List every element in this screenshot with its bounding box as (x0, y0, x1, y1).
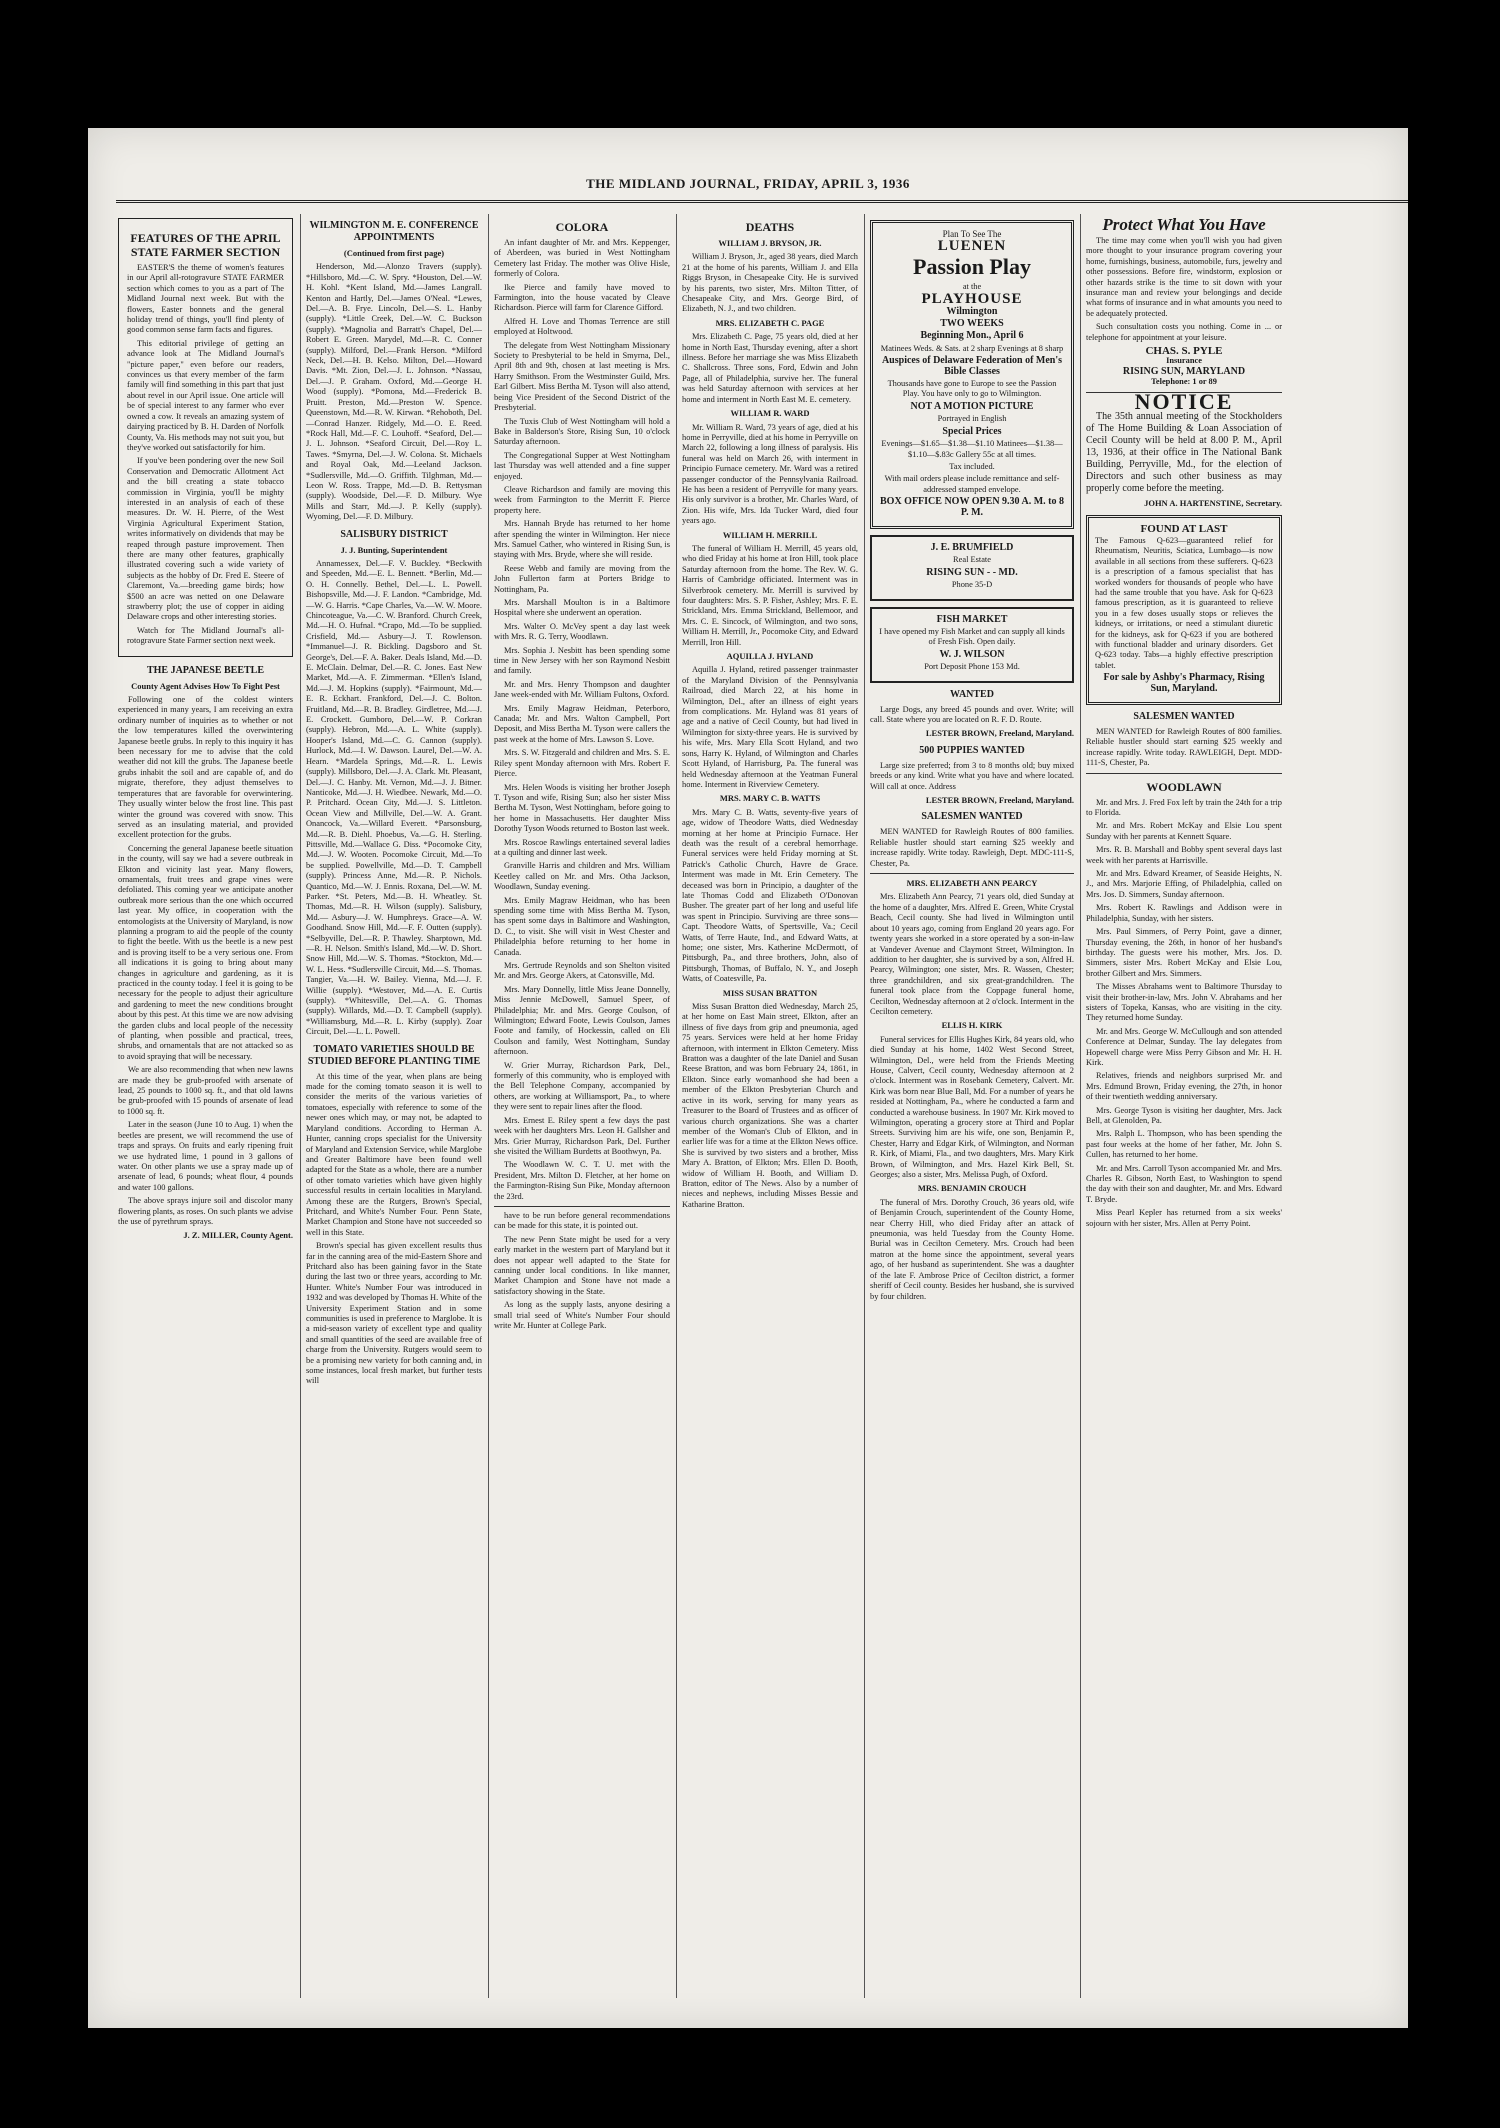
notice-signature: JOHN A. HARTENSTINE, Secretary. (1144, 498, 1282, 509)
column-6 (1086, 214, 1282, 1998)
colora-para: Mrs. Hannah Bryde has returned to her home after spending the winter in Wilmington. Her niece Mrs. Samuel Cather, who wintered in Rising Sun, is staying with Mrs. Bryde, where she will reside. (494, 519, 670, 560)
colora-para: Mrs. Helen Woods is visiting her brother Joseph T. Tyson and wife, Rising Sun; also her sister Miss Bertha M. Tyson, West Nottingham, before going to her home in Massachusetts. Her daughter Miss Dorothy Tyson Woods returned to Boston last week. (494, 782, 670, 834)
top-rule (116, 200, 1408, 203)
ad-line: BOX OFFICE NOW OPEN 9.30 A. M. to 8 P. M. (880, 496, 1064, 518)
features-title: FEATURES OF THE APRIL STATE FARMER SECTION (130, 231, 281, 259)
salesmen-title: SALESMEN WANTED (921, 811, 1023, 823)
obituary-name: WILLIAM R. WARD (730, 408, 810, 419)
salesmen-title: SALESMEN WANTED (1133, 711, 1235, 722)
puppies-title: 500 PUPPIES WANTED (919, 744, 1025, 756)
salesmen-text: MEN WANTED for Rawleigh Routes of 800 families. Reliable hustler should start earning $25 weekly and increase rapidly. Write today. RAWLEIGH, Dept. MDD-111-S, Chester, Pa. (1086, 727, 1282, 768)
deaths-title: DEATHS (745, 220, 795, 234)
obituary-text: Miss Susan Bratton died Wednesday, March 25, at her home on East Main street, Elkton, after an illness of five days from grip and pneumonia, aged 75 years. Services were held at her home Friday afternoon, with interment in Elkton Cemetery. Miss Bratton was a daughter of the late Daniel and Susan Reese Bratton, and was born February 24, 1861, in Elkton. Since early womanhood she had been a member of the Elkton Presbyterian Church and active in its work, serving for many years as Treasurer to the Board of Trustees and as officer of various church organizations. She was a charter member of the Woman's Club of Elkton, and in earlier life was for a time at the Elkton News office. She is survived by two sisters and a brother, Miss Mary A. Bratton, of Elkton; Mrs. Ellen D. Booth, widow of William H. Booth, and William D. Bratton, editor of The News. Also by a number of nieces and nephews, including Misses Bessie and Katharine Bratton. (682, 1002, 858, 1209)
column-rule (300, 214, 301, 1998)
insurance-title: Protect What You Have (1102, 215, 1266, 234)
colora-para: Mrs. Mary Donnelly, little Miss Jeane Donnelly, Miss Jennie McDowell, Samuel Speer, of Philadelphia; Mr. and Mrs. George Coulson, of Wilmington; Edward Foote, Lewis Coulson, James Foote and family, of Hockessin, called on Eli Coulson and family, West Nottingham, Sunday afternoon. (494, 984, 670, 1057)
ad-line: LUENEN (937, 238, 1007, 255)
obituary-name: ELLIS H. KIRK (941, 1020, 1003, 1031)
column-1 (118, 214, 293, 1998)
ad-line: Wilmington (946, 305, 998, 317)
tomato-para: Brown's special has given excellent results thus far in the canning area of the mid-Eastern Shore and Pritchard also has been gaining favor in the State during the last two or three years, according to Mr. Hunter. White's Number Four was introduced in 1932 and was developed by Thomas H. White of the University Experiment Station and in some communities is used in preference to Marglobe. It is a mid-season variety of excellent type and quality and small quantities of the seed are available free of charge from the University. Rutgers would seem to be a promising new variety for both canning and, in some instances, local fresh market, but further tests will (306, 1241, 482, 1386)
colora-para: Reese Webb and family are moving from the John Fullerton farm at Porters Bridge to Nottingham, Pa. (494, 563, 670, 594)
obituary-text: Funeral services for Ellis Hughes Kirk, 84 years old, who died Sunday at his home, 1402 West Second Street, Wilmington, Del., were held from the Friends Meeting House, Calvert, Cecil county, Wednesday afternoon at 2 o'clock. Interment was in Rosebank Cemetery, Calvert. Mr. Kirk was born near Blue Ball, Md. For a number of years he resided at Nottingham, Pa., where he conducted a farm and conducted a warehouse business. In 1907 Mr. Kirk moved to Wilmington, operating a grocery store at Third and Poplar Streets. Surviving him are his wife, one son, Benjamin P., Chester, Harry and Edgar Kirk, of Wilmington, and Norman R. Kirk, of Miami, Fla., and two daughters, Mrs. Mary Kirk Brown, of Wilmington, and Mrs. Hazel Kirk Bell, St. Georges; also a sister, Mrs. Melissa Pugh, of Oxford. (870, 1034, 1074, 1180)
tomato-title: TOMATO VARIETIES SHOULD BE STUDIED BEFORE PLANTING TIME (307, 1043, 481, 1067)
tomato-cont-para: As long as the supply lasts, anyone desiring a small trial seed of White's Number Four should write Mr. Hunter at College Park. (494, 1300, 670, 1330)
obituary-name: WILLIAM H. MERRILL (722, 529, 818, 540)
divider (1086, 773, 1282, 774)
woodlawn-para: The Misses Abrahams went to Baltimore Thursday to visit their brother-in-law, Mrs. John V. Abrahams and her sisters of Topeka, Kansas, who are visiting in the city. They returned home Sunday. (1086, 982, 1282, 1023)
column-4 (682, 214, 858, 1998)
column-2 (306, 214, 482, 1998)
obituary-text: The funeral of William H. Merrill, 45 years old, who died Friday at his home at Iron Hill, took place Saturday afternoon from the home. The Rev. W. G. Harris of Cambridge officiated. Interment was in Silverbrook cemetery. Mr. Merrill is survived by four daughters: Mrs. S. P. Fisher, Ashley; Mrs. F. E. Strickland, Mrs. Emma Strickland, Bellemoor, and Mrs. C. E. Sincock, of Wilmington, and two sons, William H. Merrill, Jr., Pocomoke City, and Edward Merrill, Iron Hill. (682, 543, 858, 647)
colora-para: Granville Harris and children and Mrs. William Keetley called on Mr. and Mrs. Otha Jackson, Woodlawn, Sunday evening. (494, 861, 670, 892)
obituary-text: Mrs. Elizabeth Ann Pearcy, 71 years old, died Sunday at the home of a daughter, Mrs. Alfred E. Green, White Crystal Beach, Cecil county. She had lived in Wilmington until about 10 years ago, coming from England 20 years ago. For twenty years she worked in a store operated by a son-in-law at Vandever Avenue and Claymont Street, Wilmington. In addition to her daughter, she is survived by a son, Alfred H. Pearcy, Wilmington; one sister, Mrs. R. Wassen, Chester; three grandchildren, and six great-grandchildren. The funeral took place from the Coppage funeral home, Cecilton, Wednesday afternoon at 2 o'clock. Interment in the Cecilton cemetery. (870, 892, 1074, 1016)
ad-line: Special Prices (942, 425, 1002, 437)
column-5 (870, 214, 1074, 1998)
colora-para: Cleave Richardson and family are moving this week from Farmington to the Merritt F. Pierce property here. (494, 484, 670, 515)
beetle-title: THE JAPANESE BEETLE (146, 664, 265, 676)
colora-para: Mrs. S. W. Fitzgerald and children and Mrs. S. E. Riley spent Monday afternoon with Mrs. Robert F. Pierce. (494, 748, 670, 779)
colora-title: COLORA (555, 220, 609, 234)
ad-line: Beginning Mon., April 6 (920, 330, 1024, 342)
colora-para: Mrs. Roscoe Rawlings entertained several ladies at a quilting and dinner last week. (494, 837, 670, 857)
insurance-text: The time may come when you'll wish you had given more thought to your insurance program covering your home, furnishings, business, automobile, furs, jewelry and other possessions. Before fire, windstorm, explosion or other hazards strike is the time to sit down with your insurance man and review your belongings and decide what forms of insurance and in what amounts you need to be adequately protected. (1086, 236, 1282, 318)
colora-para: Mrs. Sophia J. Nesbitt has been spending some time in New Jersey with her son Raymond Nesbitt and family. (494, 645, 670, 676)
notice-title: NOTICE (1134, 388, 1234, 414)
found-at-last-ad (1086, 515, 1282, 706)
colora-para: The Tuxis Club of West Nottingham will hold a Bake in Balderson's Store, Rising Sun, 10 o'clock Saturday afternoon. (494, 416, 670, 447)
ad-line: I have opened my Fish Market and can supply all kinds of Fresh Fish. Open daily. (879, 626, 1065, 647)
passion-play-ad (870, 220, 1074, 529)
district-list: Annamessex, Del.—F. V. Buckley. *Beckwith and Speeden, Md.—E. L. Bennett. *Berlin, Md.—O. H. Connelly. Bethel, Del.—L. L. Powell. Bishopsville, Md.—J. F. Landon. *Cambridge, Md.—W. G. Harris. *Cape Charles, Va.—W. W. Moore. Chincoteague, Va.—C. W. Branford. Church Creek, Md.—H. O. Hufnal. *Crapo, Md.—To be supplied. Crisfield, Md.— Asbury—J. T. Rowlenson. *Immanuel—J. R. Bickling. Dagsboro and St. George's, Del.—F. A. Baker. Deals Island, Md.—D. E. McClain. Delmar, Del.—R. C. Jones. East New Market, Md.—A. F. Zimmerman. *Ellen's Island, Md.—J. M. Hopkins (supply). *Fairmount, Md.—E. R. Eckhart. Frankford, Del.—J. C. Bolton. Fruitland, Md.—R. B. Bradley. Girdletree, Md.—J. E. Crockett. Gumboro, Del.—W. P. Corkran (supply). Hebron, Md.—A. L. White (supply). Hooper's Island, Md.—C. G. Cannon (supply). Hurlock, Md.—I. W. Dawson. Laurel, Del.—W. A. Hearn. *Mardela Springs, Md.—R. L. Lewis (supply). Millsboro, Del.—J. A. Clark. Mt. Pleasant, Del.—J. C. Hanby. Mt. Vernon, Md.—J. J. Bitner. Nanticoke, Md.—J. H. Wiedbee. Newark, Md.—O. P. Pritchard. Ocean City, Md.—J. S. Littleton. Ocean View and Millville, Del.—W. A. Grant. Onancock, Va.—Willard Everett. *Parsonsburg, Md.—R. B. Diehl. Phoebus, Va.—G. H. Sterling. Pittsville, Md.—Wallace G. Diss. *Pocomoke City, Md.—J. W. Wooten. Pocomoke Circuit, Md.—To be supplied. Powellville, Md.—D. T. Campbell (supply). Princess Anne, Md.—R. P. Nichols. Quantico, Md.—W. J. Ennis. Roxana, Del.—W. M. Parker. *St. Peters, Md.—B. H. Wheatley. St. Thomas, Md.—R. H. Wilson (supply). Salisbury, Md.— Asbury—J. W. Humphreys. Grace—A. W. Goodhand. Snow Hill, Md.—F. F. Outten (supply). *Selbyville, Del.—R. P. Thawley. Sharptown, Md.—R. H. Nelson. Smith's Island, Md.—W. D. Short. Snow Hill, Md.—W. S. Thomas. *Stockton, Md.—W. L. Hess. *Sudlersville Circuit, Md.—S. Thomas. Tangier, Va.—H. W. Bailey. Vienna, Md.—J. F. Willie (supply). *Westover, Md.—A. E. Curtis (supply). *Whitesville, Del.—A. G. Thomas (supply). Willards, Md.—D. T. Campbell (supply). *Williamsburg, Md.—R. L. Kirby (supply). Zoar Circuit, Del.—L. L. Powell. (306, 558, 482, 1037)
ad-line: at the (962, 281, 982, 291)
obituary-text: Mr. William R. Ward, 73 years of age, died at his home in Perryville, died at his home in Perryville on March 22, following a long illness of paralysis. His funeral was held on March 26, with interment in Principio Furnace cemetery. Mr. Ward was a retired passenger conductor of the Pennsylvania Railroad. He has been a resident of Perryville for many years. His only survivor is a brother, Mr. Charles Ward, of Zion. His wife, Mrs. Ida Tucker Ward, died four years ago. (682, 422, 858, 526)
masthead: THE MIDLAND JOURNAL, FRIDAY, APRIL 3, 1936 (586, 176, 910, 191)
beetle-para: We are also recommending that when new lawns are made they be grub-proofed with arsenate of lead, 25 pounds to 1000 sq. ft., and that old lawns be grub-proofed with 15 pounds of arsenate of lead to 1000 sq. ft. (118, 1065, 293, 1116)
woodlawn-para: Mr. and Mrs. Edward Kreamer, of Seaside Heights, N. J., and Mrs. Marjorie Effing, of Philadelphia, called on Mrs. Jos. D. Simmers, Sunday afternoon. (1086, 869, 1282, 899)
features-para: Watch for The Midland Journal's all-rotogravure State Farmer section next week. (127, 625, 284, 646)
colora-para: Mrs. Marshall Moulton is in a Baltimore Hospital where she underwent an operation. (494, 598, 670, 618)
woodlawn-para: Relatives, friends and neighbors surprised Mr. and Mrs. Edmund Brown, Friday evening, the 27th, in honor of their twentieth wedding anniversary. (1086, 1071, 1282, 1102)
ad-line: PLAYHOUSE (921, 291, 1023, 308)
insurance-agent-name: CHAS. S. PYLE (1145, 345, 1223, 358)
colora-para: The Congregational Supper at West Nottingham last Thursday was well attended and a fine supper enjoyed. (494, 450, 670, 481)
woodlawn-title: WOODLAWN (1146, 779, 1222, 794)
colora-para: W. Grier Murray, Richardson Park, Del., formerly of this community, who is employed with the Bell Telephone Company, accompanied by others, are working at Williamsport, Pa., to where they were sent to repair lines after the flood. (494, 1060, 670, 1112)
features-box (118, 218, 293, 657)
ad-line: Tax included. (949, 461, 995, 471)
district-title: SALISBURY DISTRICT (340, 528, 448, 540)
wanted-text: Large Dogs, any breed 45 pounds and over. Write; will call. State where you are located on R. F. D. Route. (870, 704, 1074, 724)
obituary-name: MRS. BENJAMIN CROUCH (917, 1183, 1027, 1194)
colora-para: An infant daughter of Mr. and Mrs. Keppenger, of Aberdeen, was buried in West Nottingham Cemetery last Friday. The mother was Olive Hisle, formerly of Colora. (494, 238, 670, 279)
ad-line: Matinees Weds. & Sats. at 2 sharp Evenings at 8 sharp (880, 343, 1064, 353)
ad-line: Port Deposit Phone 153 Md. (924, 662, 1020, 672)
beetle-para: Following one of the coldest winters experienced in many years, I am receiving an extra ordinary number of inquiries as to whether or not the low temperatures killed the overwintering Japanese beetle grubs. In reply to this inquiry it has been necessary for me to advise that the cold weather did not kill the grubs. The Japanese beetle grubs inhabit the soil and are capable of, and do migrate, therefore, they adjust themselves to temperatures that are favorable for overwintering. They usually winter below the frost line. This past winter the ground was covered with snow. This served as an insulating material, and provided excellent protection for the grubs. (118, 695, 293, 840)
ad-line: Plan To See The (942, 229, 1002, 239)
newspaper-page (88, 128, 1408, 2028)
ad-name: W. J. WILSON (939, 648, 1005, 660)
beetle-subtitle: County Agent Advises How To Fight Pest (131, 680, 280, 691)
tomato-cont-para: The new Penn State might be used for a very early market in the western part of Maryland but it does not appear well adapted to the State for canning under local conditions. In like manner, Market Champion and Stone have not made a satisfactory showing in the State. (494, 1234, 670, 1296)
ad-line: Thousands have gone to Europe to see the Passion Play. You have only to go to Wilmington. (887, 379, 1057, 399)
divider (494, 1206, 670, 1207)
obituary-text: Mrs. Mary C. B. Watts, seventy-five years of age, widow of Theodore Watts, died Wednesday morning at her home at Principio Furnace. Her death was the result of a cerebral hemorrhage. Funeral services were held Friday morning at St. Patrick's Catholic Church, Havre de Grace. Interment was made in Mt. Erin Cemetery. The deceased was born in Principio, a daughter of the late Thomas Codd and Elizabeth O'Donovan Busher. The greater part of her long and useful life was spent in Principio. Surviving are three sons—Capt. Theodore Watts, of Spertsville, Va.; Cecil Watts, of Terre Haute, Ind., and Edward Watts, at home; one sister, Mrs. Katherine McDermott, of Pittsburgh, Pa., and three brothers, John, also of Pittsburgh, Thomas, of Buffalo, N. Y., and Joseph Watts, of Coatesville, Pa. (682, 807, 858, 984)
conference-title: WILMINGTON M. E. CONFERENCE APPOINTMENTS (309, 220, 479, 243)
ad-line: Portrayed in English (937, 414, 1007, 424)
wanted-signature: LESTER BROWN, Freeland, Maryland. (925, 728, 1074, 739)
beetle-para: Later in the season (June 10 to Aug. 1) when the beetles are present, we will recommend the use of traps and sprays. On fruits and early ripening fruit we use hydrated lime, 1 pound in 3 gallons of water. On other plants we use a spray made up of arsenate of lead, 6 pounds; wheat flour, 4 pounds and water 100 gallons. (118, 1120, 293, 1192)
ad-title: FISH MARKET (936, 613, 1008, 625)
column-rule (864, 214, 865, 1998)
ad-name: J. E. BRUMFIELD (930, 541, 1014, 553)
features-para: EASTER'S the theme of women's features in our April all-rotogravure STATE FARMER section which comes to you as a part of The Midland Journal next week. But with the flowers, Easter bonnets and the general holiday trend of things, you'll find plenty of good common sense farm facts and figures. (127, 263, 284, 335)
beetle-para: Concerning the general Japanese beetle situation in the county, will say we had a severe outbreak in Elkton and vicinity last year. Many flowers, ornamentals, fruit trees and grape vines were defoliated. This coming year we anticipate another outbreak more serious than the one which occurred last year. My office, in cooperation with the entomologists at the University of Maryland, is now planning a program to aid the people of the county to fight the beetle. With us the beetle is a new pest and is proving itself to be a very serious one. From all indications it is going to bring about many changes in agriculture and gardening, as it is practiced in the county today. I feel it is going to be necessary for the people to adjust their agriculture and gardening to meet the new conditions brought about by this pest. At this time we are now advising the garden clubs and local people of the necessity of planting, when possible and practical, trees, shrubs, and ornamentals that are not attacked so as to avoid spraying that will be necessary. (118, 843, 293, 1061)
ad-text: The Famous Q-623—guaranteed relief for Rheumatism, Neuritis, Sciatica, Lumbago—is now available in all sections from these sufferers. Q-623 is a prescription of a famous specialist that has worked wonders for thousands of people who have had the same trouble that you have. Ask for Q-623 famous prescription, as it is guaranteed to relieve you in a few doses usually stops or relieves the kidneys, or irritations, or need a stimulant diuretic for the kidneys, ask for Q-623 if you are bothered with functional bladder and urinary disorders. Get Q-623 today. Tabs—a highly effective prescription tablet. (1095, 535, 1273, 670)
woodlawn-para: Mrs. R. B. Marshall and Bobby spent several days last week with her parents at Harrisville. (1086, 845, 1282, 865)
woodlawn-para: Mr. and Mrs. Robert McKay and Elsie Lou spent Sunday with her parents at Kennett Square. (1086, 821, 1282, 841)
obituary-text: Aquilla J. Hyland, retired passenger trainmaster of the Maryland Division of the Pennsylvania Railroad, died March 22, at his home in Wilmington, Del., after an illness of eight years from complications. Mr. Hyland was 81 years of age and a native of Cecil County, but had lived in Wilmington for sixty-three years. He is survived by his wife, Mrs. Mary Ella Scott Hyland, and two sons, Harry K. Hyland, of Wilmington and Charles Scott Hyland, of Harrisburg, Pa. The funeral was held Wednesday afternoon at the Yeatman Funeral home. Interment in Riverview Cemetery. (682, 665, 858, 789)
column-rule (676, 214, 677, 1998)
obituary-name: AQUILLA J. HYLAND (726, 651, 814, 662)
woodlawn-para: Mrs. George Tyson is visiting her daughter, Mrs. Jack Bell, at Glenolden, Pa. (1086, 1105, 1282, 1125)
puppies-text: Large size preferred; from 3 to 8 months old; buy mixed breeds or any kind. Write what you have and where located. Will call at once. Address (870, 760, 1074, 791)
ad-line: Phone 35-D (951, 580, 993, 590)
column-rule (488, 214, 489, 1998)
obituary-name: WILLIAM J. BRYSON, JR. (718, 238, 822, 248)
colora-para: Ike Pierce and family have moved to Farmington, into the house vacated by Cleave Richardson. Pierce will farm for Clarence Gifford. (494, 282, 670, 313)
beetle-signature: J. Z. MILLER, County Agent. (183, 1230, 293, 1241)
ad-line: RISING SUN - - MD. (926, 566, 1018, 578)
obituary-name: MRS. ELIZABETH ANN PEARCY (906, 878, 1038, 889)
ad-line: Passion Play (913, 253, 1031, 279)
woodlawn-para: Mrs. Ralph L. Thompson, who has been spending the past four weeks at the home of her father, Mr. John S. Cullen, has returned to her home. (1086, 1129, 1282, 1160)
ad-title: FOUND AT LAST (1140, 522, 1228, 535)
obituary-name: MISS SUSAN BRATTON (722, 987, 818, 998)
insurance-agent-line: Insurance (1166, 356, 1202, 366)
colora-para: The delegate from West Nottingham Missionary Society to Presbyterial to be held in Smyrna, Del., April 8th and 9th, chosen at last meeting is Mrs. Harry Smithson. From the Westminster Guild, Mrs. Earl Gilbert. Miss Bertha M. Tyson will also attend, being Vice President of the Second District of the Presbyterial. (494, 340, 670, 413)
ad-line: TWO WEEKS (940, 318, 1004, 330)
tomato-para: At this time of the year, when plans are being made for the coming tomato season it is well to consider the merits of the various varieties of tomatoes, especially with reference to some of the newer ones which may, or may not, be adapted to Maryland conditions. According to Herman A. Hunter, canning crops specialist for the University of Maryland and Extension Service, while Marglobe and Greater Baltimore have been found well adapted for the State as a whole, there are a number of other tomato varieties which have given highly successful results in certain localities in Maryland. Among these are the Rutgers, Brown's Special, Pritchard, and White's Number Four. Penn State, Market Champion and Stone have not succeeded so well in this State. (306, 1071, 482, 1237)
salesmen-text: MEN WANTED for Rawleigh Routes of 800 families. Reliable hustler should start earning $25 weekly and increase rapidly. Write today. Rawleigh, Dept. MDC-111-S, Chester, Pa. (870, 827, 1074, 868)
insurance-agent-phone: Telephone: 1 or 89 (1151, 377, 1217, 387)
colora-para: Mrs. Ernest E. Riley spent a few days the past week with her daughters Mrs. Leon H. Gallsher and Mrs. Grier Murray, Richardson Park, Del. Further she visited the William Burdetts at Boothwyn, Pa. (494, 1115, 670, 1156)
features-para: This editorial privilege of getting an advance look at The Midland Journal's "picture paper," even before our readers, convinces us that every member of the farm family will find something in this part that just about revel in our April issue. One article will be of special interest to any farmer who ever owned a cow. It reveals an amazing system of dairying practiced by B. H. Darden of Norfolk County, Va. His methods may not suit you, but they've worked out satisfactorily for him. (127, 338, 284, 452)
obituary-text: William J. Bryson, Jr., aged 38 years, died March 21 at the home of his parents, William J. and Ella Riggs Bryson, in Chesapeake City. He is survived by his parents, two sister, Mrs. Milton Titter, of Chesapeake City, and Mrs. George Bird, of Elizabeth, N. J., and two children. (682, 252, 858, 314)
wanted-title: WANTED (950, 688, 994, 700)
colora-para: Mr. and Mrs. Henry Thompson and daughter Jane week-ended with Mr. William Fultons, Oxford. (494, 679, 670, 700)
divider (870, 873, 1074, 874)
woodlawn-para: Mr. and Mrs. George W. McCullough and son attended Conference at Delmar, Sunday. The lay delegates from Hopewell charge were Miss Perry Gibson and Mr. H. H. Kirk. (1086, 1026, 1282, 1067)
fish-market-ad (870, 607, 1074, 683)
colora-para: Alfred H. Love and Thomas Terrence are still employed at Holtwood. (494, 316, 670, 337)
ad-line: Evenings—$1.65—$1.38—$1.10 Matinees—$1.38—$1.10—$.83c Gallery 55c at all times. (881, 439, 1063, 459)
woodlawn-para: Mrs. Paul Simmers, of Perry Point, gave a dinner, Thursday evening, the 26th, in honor of her husband's birthday. The guests were his mother, Mrs. Jos. D. Simmers, sister Mrs. Robert McKay and Elsie Lou, brother Gilbert and Mrs. Simmers. (1086, 927, 1282, 978)
ad-line: Auspices of Delaware Federation of Men's Bible Classes (881, 355, 1063, 377)
beetle-para: The above sprays injure soil and discolor many flowering plants, as roses. On such plants we advise the use of pyrethrum sprays. (118, 1196, 293, 1226)
woodlawn-para: Miss Pearl Kepler has returned from a six weeks' sojourn with her sister, Mrs. Allen at Perry Point. (1086, 1208, 1282, 1228)
ad-line: Real Estate (953, 555, 991, 565)
brumfield-ad (870, 535, 1074, 601)
obituary-text: The funeral of Mrs. Dorothy Crouch, 36 years old, wife of Benjamin Crouch, superintendent of the County Home, near Cherry Hill, who died Friday after an attack of pneumonia, was held Tuesday from the County Home. Burial was in Cecilton Cemetery. Mrs. Crouch had been matron at the home since the appointment, several years ago, of her husband as superintendent. She was a daughter of the late F. Ambrose Price of Cecilton district, a former sheriff of Cecil county. Besides her husband, she is survived by four children. (870, 1197, 1074, 1301)
colora-para: Mrs. Emily Magraw Heidman, Peterboro, Canada; Mr. and Mrs. Walton Campbell, Port Deposit, and Miss Bertha M. Tyson were callers the past week at the home of Mrs. Lawson S. Love. (494, 703, 670, 744)
features-body (127, 263, 284, 647)
obituary-text: Mrs. Elizabeth C. Page, 75 years old, died at her home in North East, Thursday evening, after a short illness. Before her marriage she was Miss Elizabeth C. Shallcross. Three sons, Ford, Edwin and John Page, all of Philadelphia, survive her. The funeral was held Saturday afternoon with services at her home and interment in North East M. E. cemetery. (682, 332, 858, 404)
conference-list: Henderson, Md.—Alonzo Travers (supply). *Hillsboro, Md.—C. W. Spry. *Houston, Del.—W. H. Kohl. *Kent Island, Md.—James Langrall. Kenton and Hartly, Del.—James O'Neal. *Lewes, Del.—A. B. Frye. Lincoln, Del.—S. L. Hanby (supply). *Little Creek, Del.—W. C. Buckson (supply). *Magnolia and Barratt's Chapel, Del.—Robert E. Green. Marydel, Md.—R. C. Conner (supply). Milford, Del.—Frank Herson. *Milford Neck, Del.—H. B. Kelso. Milton, Del.—Howard Davis. *Mt. Zion, Del.—J. L. Johnson. *Nassau, Del.—J. P. Graham. Oxford, Md.—George H. Wood (supply). *Pomona, Md.—Frederick B. Pruitt. Preston, Md.—Preston W. Spence. Queenstown, Md.—R. W. Kirwan. *Rehoboth, Del.—Conrad Hanzer. Ridgely, Md.—O. E. Reed. *Rock Hall, Md.—F. C. Louhoff. *Seaford, Del.—J. L. Johnson. *Seaford Circuit, Del.—Roy L. Tawes. *Smyrna, Del.—J. W. Colona. St. Michaels and Royal Oak, Md.—Leeland Jackson. *Sudlersville, Md.—O. Griffith. Tilghman, Md.—Leon W. Ross. Trappe, Md.—D. B. Rettysman (supply). Woodside, Del.—F. D. Milbury. Wye Mills and Starr, Md.—J. P. Kelly (supply). Wyoming, Del.—F. D. Milbury. (306, 262, 482, 522)
ad-line: With mail orders please include remittance and self-addressed stamped envelope. (884, 474, 1060, 494)
district-subtitle: J. J. Bunting, Superintendent (340, 544, 448, 555)
ad-line: NOT A MOTION PICTURE (910, 400, 1034, 412)
woodlawn-para: Mr. and Mrs. Carroll Tyson accompanied Mr. and Mrs. Charles R. Gibson, North East, to Washington to spend the day with their son and daughter, Mr. and Mrs. Edward T. Bryde. (1086, 1163, 1282, 1204)
tomato-cont-para: have to be run before general recommendations can be made for this state, it is pointed out. (494, 1210, 670, 1231)
features-para: If you've been pondering over the new Soil Conservation and Democratic Allotment Act and the bill creating a state tobacco commission in Virginia, you'll be mighty interested in an analysis of each of these measures. Dr. W. H. Pierre, of the West Virginia Agricultural Experiment Station, writes informatively on dividends that may be reaped through pasture improvement. Then there are many other features, graphically illustrated covering such a wide variety of subjects as the hobby of Dr. Fred E. Steere of Claremont, Va.—breeding game birds; how $500 an acre was netted on one Delaware strawberry plot; the use of copper in aiding Delaware crops and other interesting stories. (127, 456, 284, 622)
colora-para: Mrs. Walter O. McVey spent a day last week with Mrs. R. G. Terry, Woodlawn. (494, 621, 670, 642)
colora-para: The Woodlawn W. C. T. U. met with the President, Mrs. Milton D. Fletcher, at her home on the Farmington-Rising Sun Pike, Monday afternoon the 23rd. (494, 1160, 670, 1201)
ad-line: For sale by Ashby's Pharmacy, Rising Sun, Maryland. (1103, 672, 1265, 694)
insurance-agent-location: RISING SUN, MARYLAND (1122, 365, 1246, 377)
notice-text: The 35th annual meeting of the Stockholders of The Home Building & Loan Association of Cecil County will be held at 8.00 P. M., April 13, 1936, at their office in The National Bank Building, Perryville, Md., for the election of Directors and such other business as may properly come before the meeting. (1086, 411, 1282, 495)
colora-para: Mrs. Gertrude Reynolds and son Shelton visited Mr. and Mrs. George Akers, at Catonsville, Md. (494, 961, 670, 981)
column-rule (1080, 214, 1081, 1998)
puppies-signature: LESTER BROWN, Freeland, Maryland. (925, 795, 1074, 806)
insurance-text: Such consultation costs you nothing. Come in ... or telephone for appointment at your leisure. (1086, 322, 1282, 342)
obituary-name: MRS. ELIZABETH C. PAGE (715, 317, 825, 328)
obituary-name: MRS. MARY C. B. WATTS (719, 793, 821, 804)
woodlawn-para: Mr. and Mrs. J. Fred Fox left by train the 24th for a trip to Florida. (1086, 797, 1282, 818)
column-3 (494, 214, 670, 1998)
colora-para: Mrs. Emily Magraw Heidman, who has been spending some time with Miss Bertha M. Tyson, has spent some days in Baltimore and Washington, D. C., to visit. She will visit in West Chester and Philadelphia before returning to her home in Canada. (494, 895, 670, 957)
woodlawn-para: Mrs. Robert K. Rawlings and Addison were in Philadelphia, Sunday, with her sisters. (1086, 903, 1282, 923)
conference-subtitle: (Continued from first page) (343, 248, 445, 258)
